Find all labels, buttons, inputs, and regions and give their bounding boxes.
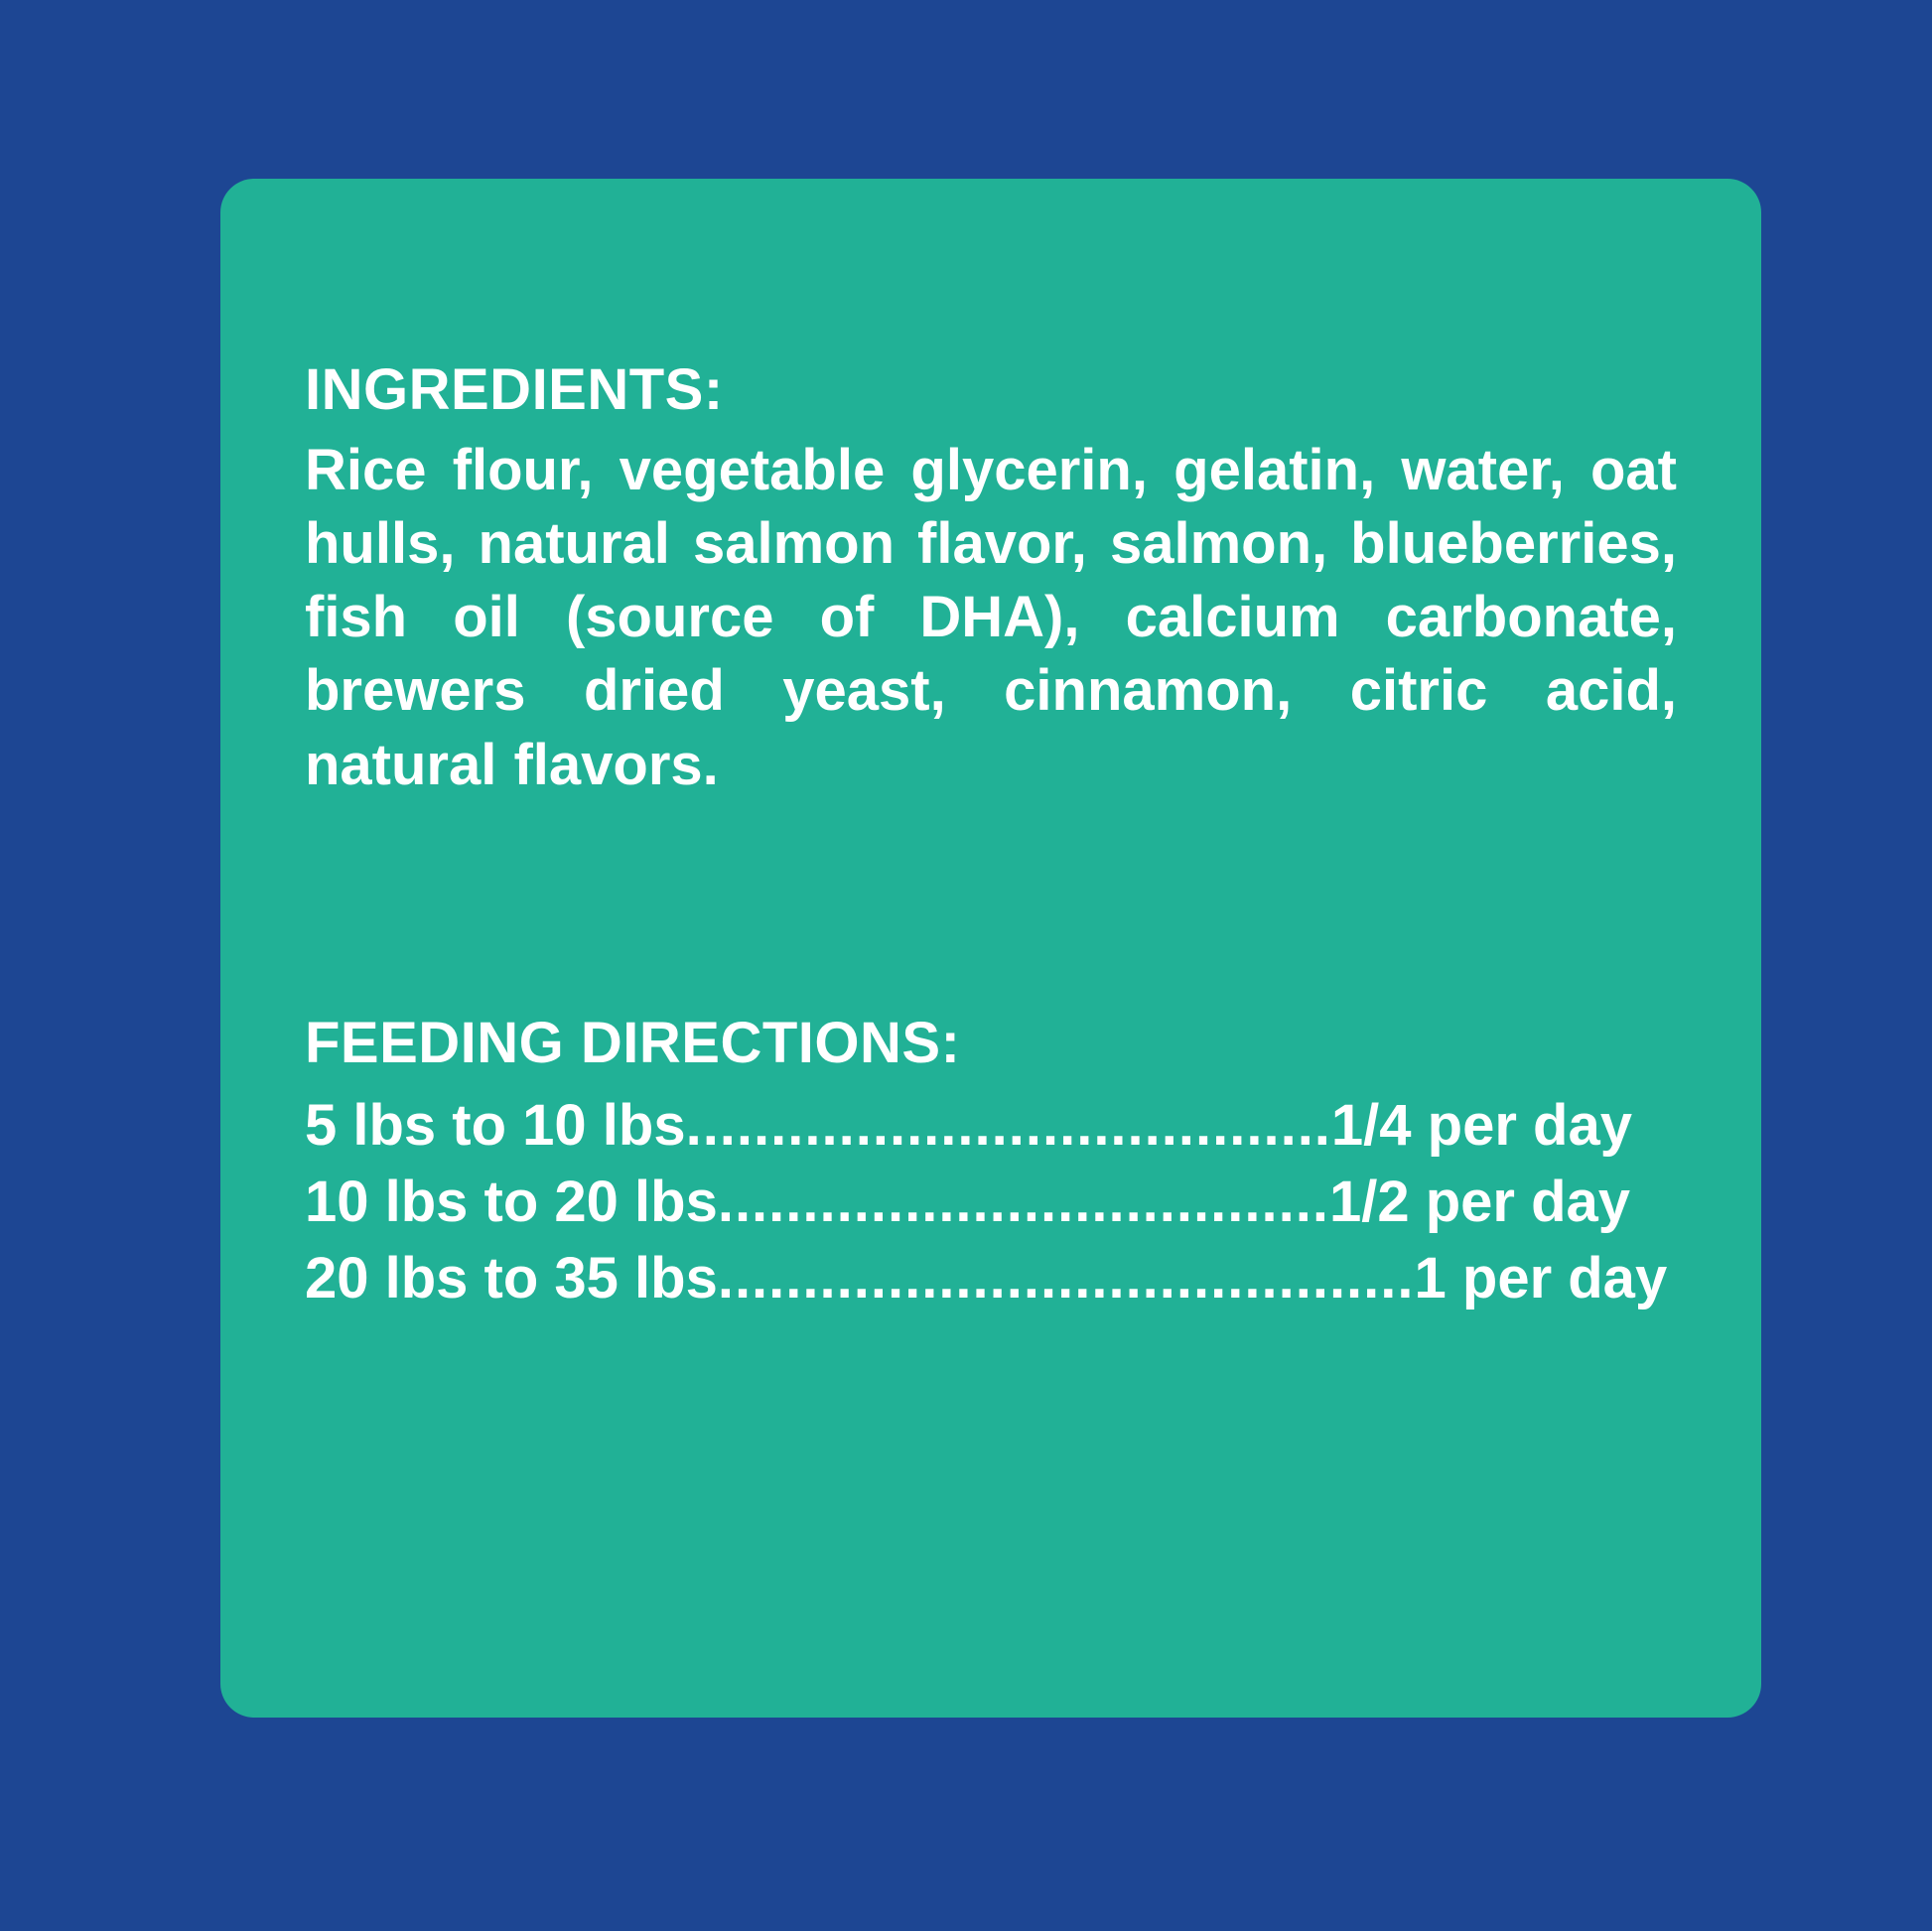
feeding-dot-leader: ......................................... xyxy=(717,1245,1415,1310)
feeding-amount: 1 per day xyxy=(1414,1245,1668,1310)
feeding-row xyxy=(305,1164,1677,1240)
feeding-directions-list xyxy=(305,1087,1677,1316)
feeding-weight-range: 10 lbs to 20 lbs xyxy=(305,1169,718,1234)
label-panel xyxy=(220,179,1761,1718)
ingredients-body: Rice flour, vegetable glycerin, gelatin, water, oat hulls, natural salmon flavor, salmon, blueberries, fish oil (source of DHA), calcium carbonate, brewers dried yeast, cinnamon, citric acid, natural flavors. xyxy=(305,437,1677,797)
feeding-row xyxy=(305,1240,1677,1316)
feeding-directions-heading: FEEDING DIRECTIONS: xyxy=(305,1010,961,1075)
feeding-dot-leader: ...................................... xyxy=(685,1092,1331,1158)
ingredients-heading: INGREDIENTS: xyxy=(305,357,724,422)
feeding-dot-leader: .................................... xyxy=(717,1169,1329,1234)
feeding-weight-range: 20 lbs to 35 lbs xyxy=(305,1245,718,1310)
section-spacer xyxy=(305,802,1677,1011)
feeding-weight-range: 5 lbs to 10 lbs xyxy=(305,1092,686,1158)
feeding-amount: 1/2 per day xyxy=(1328,1169,1631,1234)
feeding-amount: 1/4 per day xyxy=(1330,1092,1632,1158)
feeding-row xyxy=(305,1087,1677,1164)
